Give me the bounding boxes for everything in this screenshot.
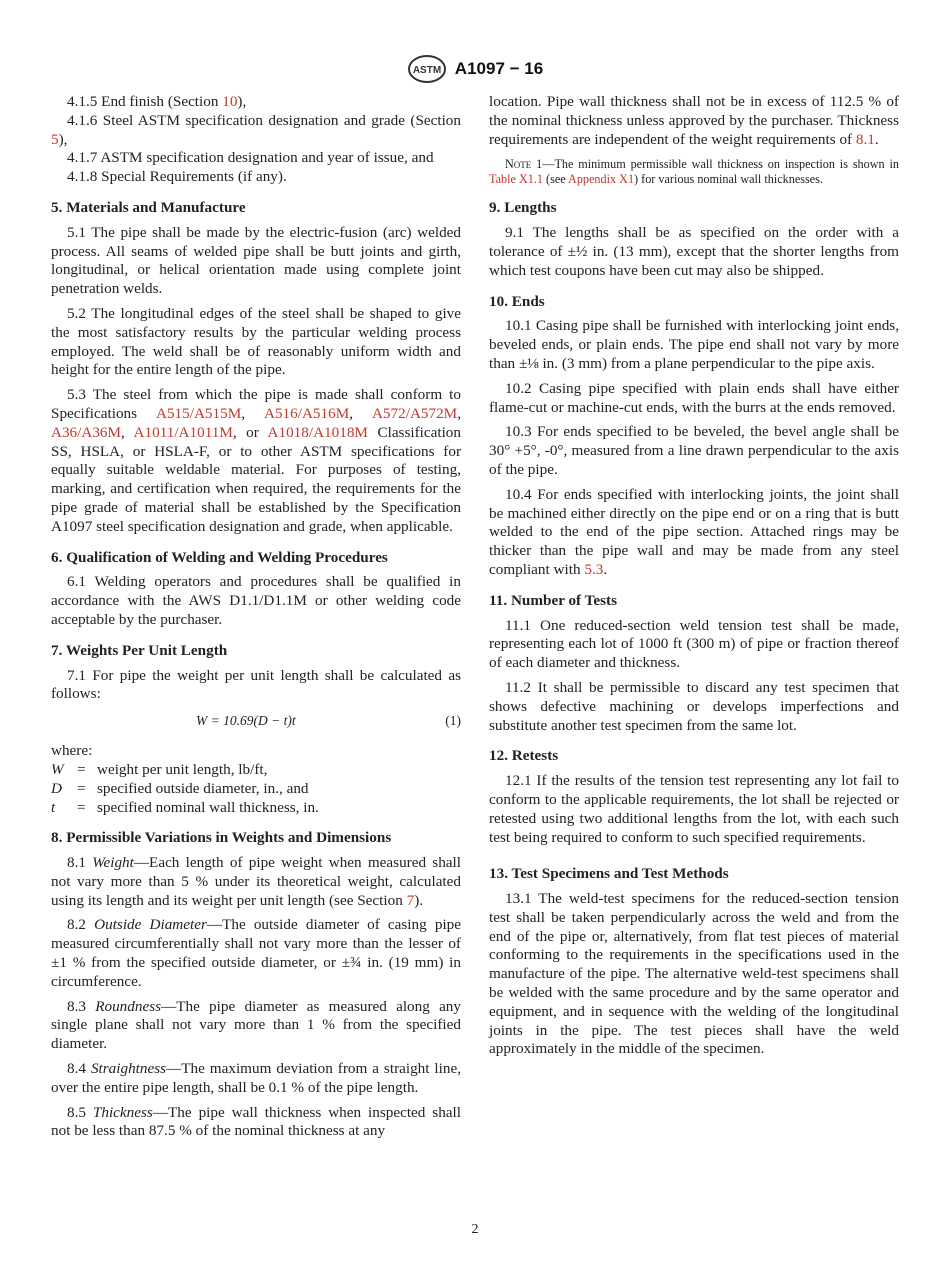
paragraph-13-1: 13.1 The weld-test specimens for the reduced-section tension test shall be taken perpendicularly across the weld and from the end of the pipe or, alternatively, from flat test pieces of material conforming to the requirements in the specifications used in the manufacture of the pipe. The alternative weld-test specimens shall be welded with the same procedure and by the same operator and equipment, and in sequence with the welding of the longitudinal joints in the pipe. The test pieces shall have the weld approximately in the middle of the specimen. [489,890,899,1058]
list-item-4-1-7: 4.1.7 ASTM specification designation and year of issue, and [67,149,434,167]
section-11-heading: 11. Number of Tests [489,591,617,609]
list-item-4-1-8: 4.1.8 Special Requirements (if any). [67,168,287,186]
left-column [51,93,461,1147]
astm-logo-icon [407,54,447,84]
link-section-5[interactable]: 5 [51,130,59,148]
paragraph-6-1: 6.1 Welding operators and procedures shall be qualified in accordance with the AWS D1.1/D1.1M or other welding code acceptable by the purchaser. [51,573,461,628]
link-5-3[interactable]: 5.3 [584,560,604,578]
paragraph-10-4: 10.4 For ends specified with interlocking joints, the joint shall be machined either directly on the pipe end or on a ring that is butt welded to the end of the pipe section. Attached rings may be thicker than the pipe wall and may be made from any steel compliant with 5.3. [489,485,899,578]
paragraph-8-4: 8.4 Straightness—The maximum deviation from a straight line, over the entire pipe length, shall be 0.1 % of the pipe length. [51,1060,462,1096]
paragraph-5-2: 5.2 The longitudinal edges of the steel shall be shaped to give the most satisfactory results by the particular welding process employed. The weld shall be of reasonably uniform width and height for the entire length of the pipe. [51,304,461,379]
link-a572[interactable]: A572/A572M [371,404,458,422]
list-item-4-1-6: 4.1.6 Steel ASTM specification designation and grade (Section 5), [51,111,461,148]
link-8-1[interactable]: 8.1 [855,130,875,148]
paragraph-10-3: 10.3 For ends specified to be beveled, the bevel angle shall be 30° +5°, -0°, measured from a line drawn perpendicular to the axis of the pipe. [489,423,899,478]
page-header [0,54,950,84]
definition-w: W = weight per unit length, lb/ft, [51,760,268,778]
section-6-heading: 6. Qualification of Welding and Welding Procedures [51,548,388,566]
paragraph-10-1: 10.1 Casing pipe shall be furnished with interlocking joint ends, beveled ends, or plain ends. The pipe end shall not vary by more than ±⅛ in. (3 mm) from a plane perpendicular to the pipe axis. [489,317,899,372]
definition-d: D = specified outside diameter, in., and [51,779,309,797]
equation-number: (1) [445,713,461,729]
where-label: where: [51,742,93,760]
section-8-heading: 8. Permissible Variations in Weights and Dimensions [51,829,392,847]
definitions-list [51,761,461,817]
section-13-heading: 13. Test Specimens and Test Methods [489,865,729,883]
section-9-heading: 9. Lengths [489,199,557,217]
definition-t: t = specified nominal wall thickness, in. [51,798,319,816]
paragraph-12-1: 12.1 If the results of the tension test representing any lot fail to conform to the applicable requirements, the lot shall be rejected or retested using two additional lengths from the lot, with each such test being required to conform to such specified requirements. [489,772,899,846]
document-id: A1097 − 16 [454,59,544,78]
paragraph-8-5: 8.5 Thickness—The pipe wall thickness when inspected shall not be less than 87.5 % of the nominal thickness at any [51,1103,461,1140]
link-a36[interactable]: A36/A36M [51,423,122,441]
paragraph-10-2: 10.2 Casing pipe specified with plain ends shall have either flame-cut or machine-cut ends, with the burrs at the ends removed. [489,379,899,416]
equation-1 [51,710,461,734]
link-a1018[interactable]: A1018/A1018M [267,423,368,441]
paragraph-11-1: 11.1 One reduced-section weld tension test shall be made, representing each lot of 1000 ft (300 m) of pipe or fraction thereof of each diameter and thickness. [489,616,899,672]
astm-logo-text: ASTM [412,65,441,76]
paragraph-8-1: 8.1 Weight—Each length of pipe weight when measured shall not vary more than 5 % under its theoretical weight, calculated using its length and its weight per unit length (see Section 7). [51,854,461,909]
link-section-7[interactable]: 7 [406,891,415,909]
link-a1011[interactable]: A1011/A1011M [133,423,233,441]
page-number: 2 [471,1222,479,1237]
section-7-heading: 7. Weights Per Unit Length [51,641,228,659]
section-5-heading: 5. Materials and Manufacture [51,198,246,216]
list-item-4-1-5: 4.1.5 End finish (Section 10), [67,93,247,110]
link-a515[interactable]: A515/A515M [156,404,242,422]
paragraph-9-1: 9.1 The lengths shall be as specified on the order with a tolerance of ±½ in. (13 mm), except that the shorter lengths from which test coupons have been cut may also be shipped. [489,224,899,279]
paragraph-8-3: 8.3 Roundness—The pipe diameter as measured along any single plane shall not vary more than 1 % from the specified diameter. [51,997,461,1053]
paragraph-5-1: 5.1 The pipe shall be made by the electric-fusion (arc) welded process. All seams of welded pipe shall be butt joints and girth, longitudinal, or helical orientation made using complete joint penetration welds. [51,223,461,298]
paragraph-7-1: 7.1 For pipe the weight per unit length shall be calculated as follows: [51,666,461,703]
note-1: Note 1—The minimum permissible wall thickness on inspection is shown in Table X1.1 (see Appendix X1) for various nominal wall thicknesses. [489,157,900,187]
section-12-heading: 12. Retests [489,747,559,765]
equation-formula: W = 10.69(D − t)t [196,713,296,729]
paragraph-8-5-continued: location. Pipe wall thickness shall not be in excess of 112.5 % of the nominal thickness unless approved by the purchaser. Thickness requirements are independent of the weight requirements of 8.1. [489,93,899,148]
paragraph-5-3: 5.3 The steel from which the pipe is made shall conform to Specifications A515/A515M, A516/A516M, A572/A572M, A36/A36M, A1011/A1011M, or A1018/A1018M Classification SS, HSLA, or HSLA-F, or to other ASTM specifications for equally suitable weldable material. For purposes of testing, marking, and certification when required, the requirements for the pipe grade of material shall be established by the Specification A1097 steel specification designation and grade, when applicable. [51,386,461,535]
link-appendix-x1[interactable]: Appendix X1 [568,172,635,187]
right-column [489,93,899,1065]
paragraph-11-2: 11.2 It shall be permissible to discard any test specimen that shows defective machining or develops imperfections and substitute another test specimen from the same lot. [489,678,899,734]
link-a516[interactable]: A516/A516M [263,404,350,422]
paragraph-8-2: 8.2 Outside Diameter—The outside diameter of casing pipe measured circumferentially shall not vary more than the lesser of ±1 % from the specified outside diameter, or ±¾ in. (19 mm) in circumference. [51,916,462,990]
link-section-10[interactable]: 10 [222,93,238,110]
section-10-heading: 10. Ends [489,292,545,310]
link-table-x1-1[interactable]: Table X1.1 [489,172,543,187]
